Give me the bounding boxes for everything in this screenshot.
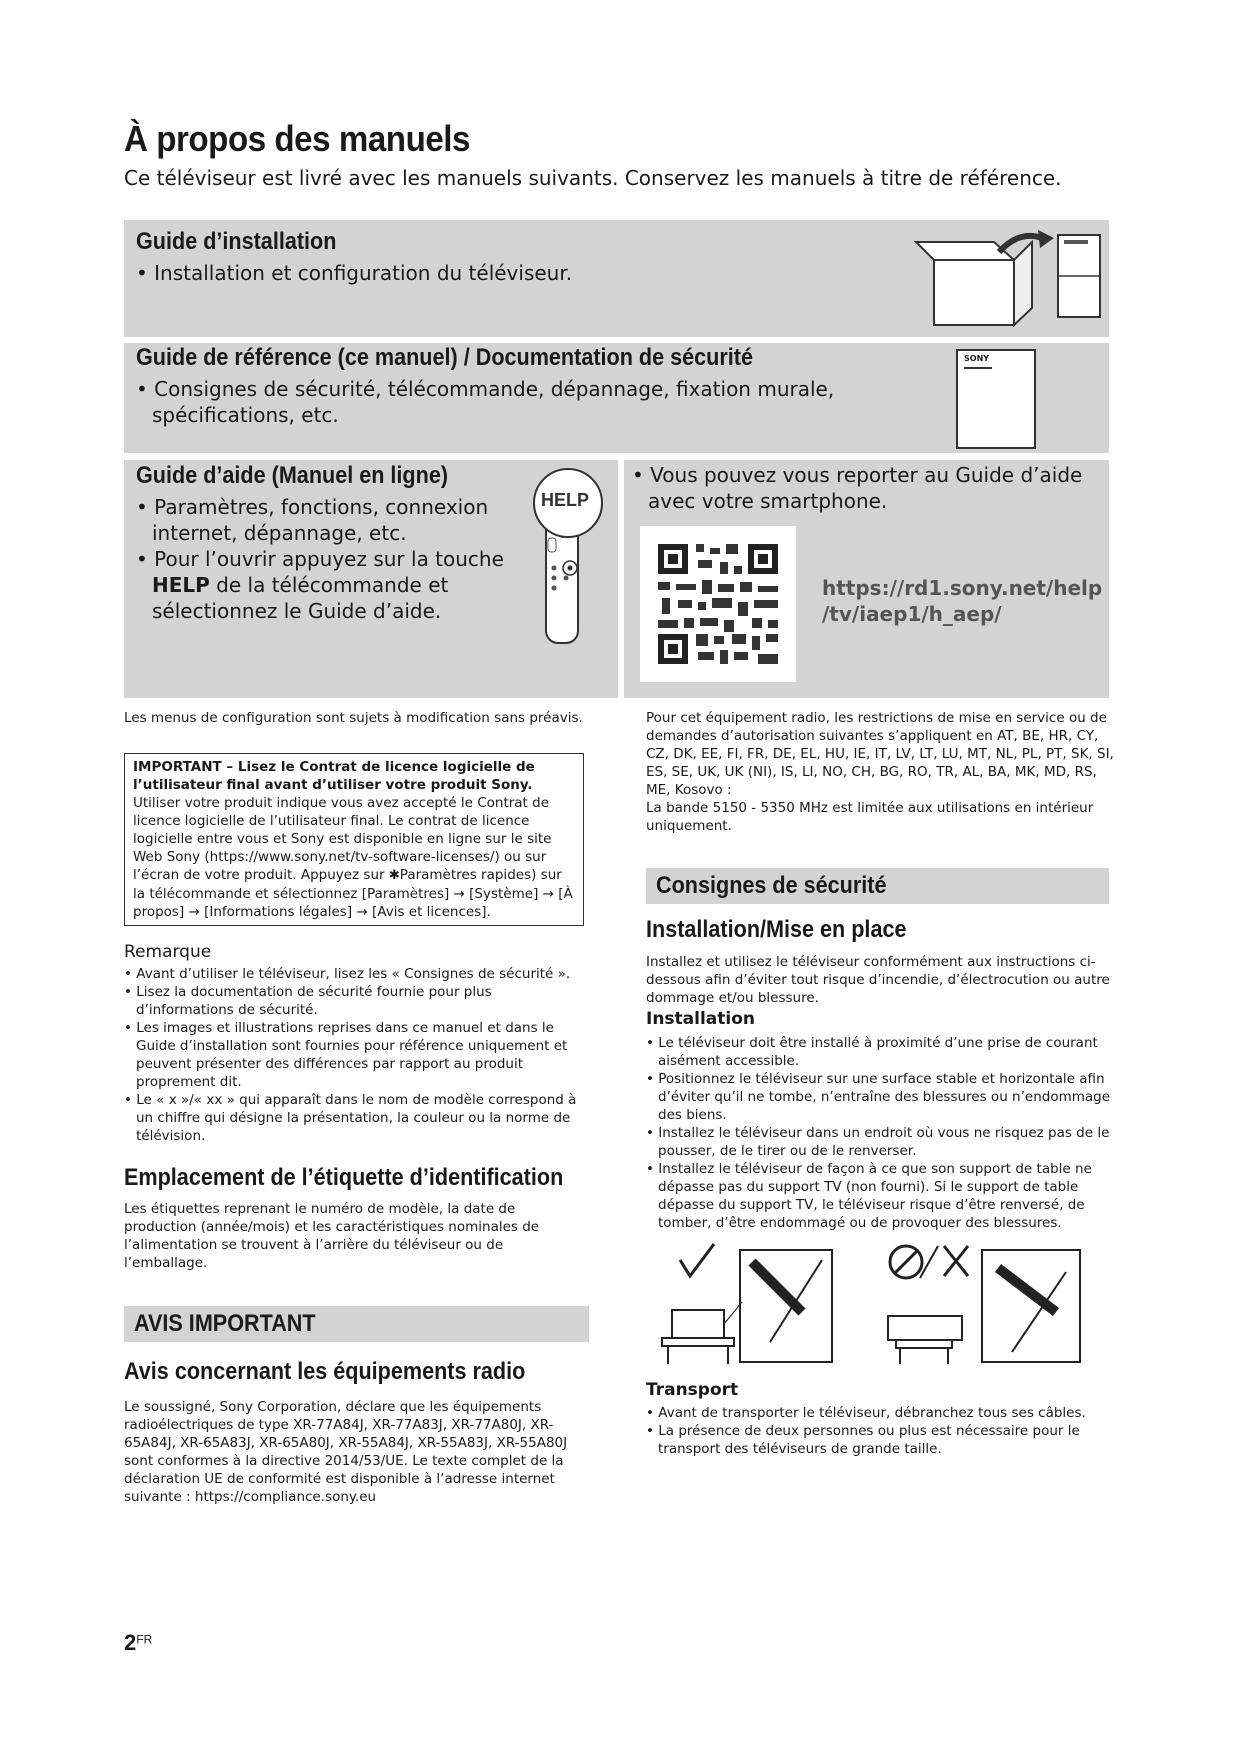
smartphone-note: • Vous pouvez vous reporter au Guide d’aide avec votre smartphone. xyxy=(632,462,1088,514)
help-url[interactable] xyxy=(822,575,1102,627)
help-guide-title: Guide d’aide (Manuel en ligne) xyxy=(136,462,449,489)
help-guide-box xyxy=(124,460,618,698)
installation-item: • Le téléviseur doit être installé à proximité d’une prise de courant aisément accessible. xyxy=(646,1034,1121,1070)
remarque-list xyxy=(124,965,589,1145)
installation-guide-box xyxy=(124,220,1109,337)
book-brand: SONY xyxy=(964,354,990,363)
transport-subtitle: Transport xyxy=(646,1380,739,1400)
safety-banner-label: Consignes de sécurité xyxy=(656,872,887,899)
reference-guide-title: Guide de référence (ce manuel) / Documentation de sécurité xyxy=(136,344,753,371)
page-number xyxy=(124,1630,152,1656)
transport-item: • La présence de deux personnes ou plus est nécessaire pour le transport des téléviseurs de grande taille. xyxy=(646,1422,1121,1458)
radio-restrictions: Pour cet équipement radio, les restrictions de mise en service ou de demandes d’autorisation suivantes s’appliquent en AT, BE, HR, CY, CZ, DK, EE, FI, FR, DE, EL, HU, IE, IT, LV, LT, LU, MT, NL, PL, PT, SK, SI, ES, SE, UK, UK (NI), IS, LI, NO, CH, BG, RO, TR, AL, BA, MK, MD, RS, ME, Kosovo : xyxy=(646,710,1114,798)
tv-stand-illustration xyxy=(652,1242,1092,1370)
remarque-item: • Avant d’utiliser le téléviseur, lisez les « Consignes de sécurité ». xyxy=(124,965,589,983)
help-guide-bullet-2 xyxy=(136,546,512,624)
label-location-title: Emplacement de l’étiquette d’identification xyxy=(124,1164,564,1191)
installation-item: • Installez le téléviseur dans un endroit où vous ne risquez pas de le pousser, de le tirer ou de le renverser. xyxy=(646,1124,1121,1160)
transport-list xyxy=(646,1404,1121,1458)
remarque-item: • Le « x »/« xx » qui apparaît dans le nom de modèle correspond à un chiffre qui désigne la présentation, la couleur ou la norme de télévision. xyxy=(124,1091,589,1145)
reference-guide-bullet: • Consignes de sécurité, télécommande, dépannage, fixation murale, spécifications, etc. xyxy=(136,376,852,428)
help-bullet2-pre: Pour l’ouvrir appuyez sur la touche xyxy=(154,547,504,571)
installation-item: • Installez le téléviseur de façon à ce que son support de table ne dépasse pas du support TV (non fourni). Si le support de table dépasse du support TV, le téléviseur risque d’être renversé, de tomber, d’être endommagé ou de provoquer des blessures. xyxy=(646,1160,1121,1232)
transport-item: • Avant de transporter le téléviseur, débranchez tous ses câbles. xyxy=(646,1404,1121,1422)
safety-banner xyxy=(646,868,1109,904)
help-key: HELP xyxy=(152,573,210,597)
intro-text: Ce téléviseur est livré avec les manuels suivants. Conservez les manuels à titre de référence. xyxy=(124,166,1062,190)
remarque-item: • Les images et illustrations reprises dans ce manuel et dans le Guide d’installation sont fournies pour référence uniquement et peuvent présenter des différences par rapport au produit proprement dit. xyxy=(124,1019,589,1091)
help-bullet2-post: de la télécommande et sélectionnez le Guide d’aide. xyxy=(152,573,449,623)
installation-item: • Positionnez le téléviseur sur une surface stable et horizontale afin d’éviter qu’il ne tombe, n’entraîne des blessures ou n’endommage des biens. xyxy=(646,1070,1121,1124)
remarque-title: Remarque xyxy=(124,942,212,962)
help-guide-bullet-1: • Paramètres, fonctions, connexion internet, dépannage, etc. xyxy=(136,494,512,546)
installation-list xyxy=(646,1034,1121,1232)
installation-subtitle: Installation xyxy=(646,1009,756,1029)
help-badge: HELP xyxy=(538,490,592,511)
remarque-item: • Lisez la documentation de sécurité fournie pour plus d’informations de sécurité. xyxy=(124,983,589,1019)
qr-code xyxy=(640,526,796,682)
page-number-digit: 2 xyxy=(124,1630,137,1655)
reference-guide-box xyxy=(124,343,1109,453)
qr-code-graphic xyxy=(640,526,796,682)
radio-notice-text: Le soussigné, Sony Corporation, déclare que les équipements radioélectriques de type XR-77A84J, XR-77A83J, XR-77A80J, XR-65A84J, XR-65A83J, XR-65A80J, XR-55A84J, XR-55A83J, XR-55A80J sont conformes à la directive 2014/53/UE. Le texte complet de la déclaration UE de conformité est disponible à l’adresse internet suivante : https://compliance.sony.eu xyxy=(124,1399,568,1505)
label-location-text: Les étiquettes reprenant le numéro de modèle, la date de production (année/mois) et les caractéristiques nominales de l’alimentation se trouvent à l’arrière du téléviseur ou de l’emballage. xyxy=(124,1201,540,1271)
quick-settings-icon: ✱ xyxy=(388,868,400,883)
check-icon xyxy=(680,1244,714,1276)
radio-notice-title: Avis concernant les équipements radio xyxy=(124,1358,526,1385)
help-url-line1[interactable]: https://rd1.sony.net/help xyxy=(822,576,1103,600)
menus-note: Les menus de configuration sont sujets à modification sans préavis. xyxy=(124,710,583,726)
band-note: La bande 5150 - 5350 MHz est limitée aux utilisations en intérieur uniquement. xyxy=(646,800,1094,834)
help-smartphone-box xyxy=(624,460,1109,698)
page-number-suffix: FR xyxy=(136,1632,153,1647)
reference-book-icon xyxy=(956,349,1036,449)
important-box xyxy=(124,753,584,926)
installation-intro: Installez et utilisez le téléviseur conformément aux instructions ci-dessous afin d’éviter tout risque d’incendie, d’électrocution ou autre dommage et/ou blessure. xyxy=(646,954,1110,1006)
page-title: À propos des manuels xyxy=(124,118,471,159)
important-body-2: Paramètres rapides) sur la télécommande et sélectionnez [Paramètres] → [Système] → [À propos] → [Informations légales] → [Avis et licences]. xyxy=(133,867,573,920)
help-url-line2[interactable]: /tv/iaep1/h_aep/ xyxy=(822,602,1002,626)
installation-guide-bullet: • Installation et configuration du téléviseur. xyxy=(136,260,852,286)
important-bold: IMPORTANT – Lisez le Contrat de licence logicielle de l’utilisateur final avant d’utiliser votre produit Sony. xyxy=(133,759,535,793)
installation-guide-title: Guide d’installation xyxy=(136,228,337,255)
avis-important-label: AVIS IMPORTANT xyxy=(134,1310,316,1337)
important-body: Utiliser votre produit indique vous avez accepté le Contrat de licence logicielle de l’utilisateur final. Le contrat de licence logicielle entre vous et Sony est disponible en ligne sur le site Web Sony (https://www.sony.net/tv-software-licenses/) ou sur l’écran de votre produit. Appuyez sur xyxy=(133,795,552,883)
installation-title: Installation/Mise en place xyxy=(646,916,907,943)
box-and-manual-icon xyxy=(904,230,1104,330)
important-text xyxy=(133,758,575,921)
avis-important-banner xyxy=(124,1306,589,1342)
